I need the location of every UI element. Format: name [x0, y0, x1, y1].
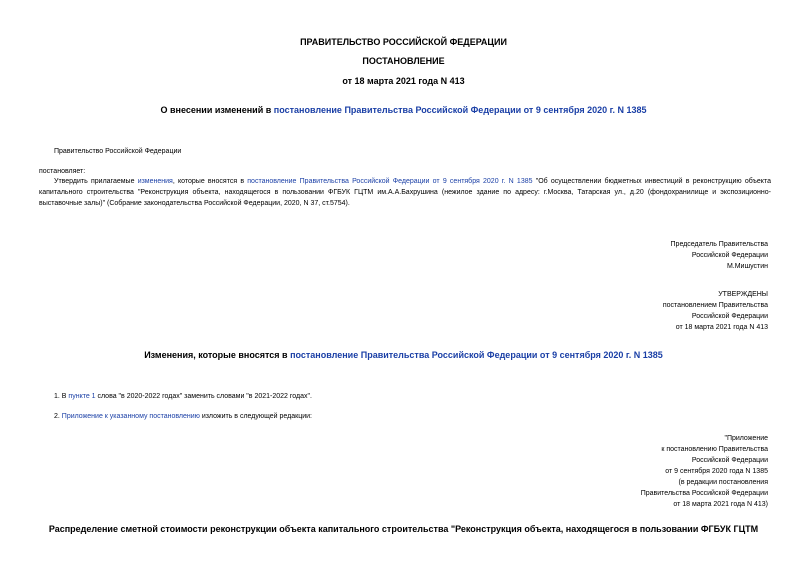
appendix-line-2: к постановлению Правительства: [661, 446, 768, 453]
item1-text-a: 1. В: [54, 393, 69, 400]
item1-clause-link[interactable]: пункте 1: [68, 393, 96, 400]
change-item-2: [54, 411, 312, 422]
para1-text-b: , которые вносятся в: [172, 178, 248, 185]
item2-number: 2.: [54, 413, 62, 420]
approved-line-4: от 18 марта 2021 года N 413: [675, 324, 768, 331]
appendix-block: [641, 433, 768, 510]
appendix-line-5: (в редакции постановления: [678, 479, 768, 486]
appendix-line-3: Российской Федерации: [691, 457, 768, 464]
changes-title-link[interactable]: постановление Правительства Российской Федерации от 9 сентября 2020 г. N 1385: [290, 350, 663, 360]
doc-date-number: от 18 марта 2021 года N 413: [342, 76, 465, 86]
para1-text-c: "Об осуществлении бюджетных инвестиций в реконструкцию объекта капитального строительства "Реконструкция объекта, находящегося в пользовании ФГБУК ГЦТМ им.А.А.Бахрушина (нежилое здание по адресу: г.Москва, Татарская ул., д.20 (фондохранилище и экспозиционно-выставочные залы)" (Собрание законодательства Российской Федерации, 2020, N 37, ст.5754).: [39, 178, 771, 207]
doc-type-heading: ПОСТАНОВЛЕНИЕ: [362, 56, 445, 66]
change-item-1: [54, 391, 312, 402]
government-heading: ПРАВИТЕЛЬСТВО РОССИЙСКОЙ ФЕДЕРАЦИИ: [300, 37, 507, 47]
resolution-1385-link[interactable]: постановление Правительства Российской Федерации от 9 сентября 2020 г. N 1385: [247, 178, 533, 185]
approved-line-3: Российской Федерации: [691, 313, 768, 320]
appendix-line-4: от 9 сентября 2020 года N 1385: [665, 468, 768, 475]
signature-block: [671, 239, 768, 272]
item1-text-b: слова "в 2020-2022 годах" заменить словами "в 2021-2022 годах".: [95, 393, 312, 400]
appendix-line-7: от 18 марта 2021 года N 413): [673, 501, 768, 508]
approved-block: [663, 289, 768, 333]
changes-title-prefix: Изменения, которые вносятся в: [144, 350, 291, 360]
signature-line-2: Российской Федерации: [691, 252, 768, 259]
appendix-line-1: "Приложение: [724, 435, 768, 442]
approved-line-2: постановлением Правительства: [662, 302, 768, 309]
signature-line-3: М.Мишустин: [726, 263, 768, 270]
doc-title: [0, 105, 807, 115]
resolves-text: постановляет:: [39, 168, 86, 175]
issuer-text: Правительство Российской Федерации: [54, 148, 182, 155]
resolution-paragraph: [39, 176, 771, 209]
doc-title-prefix: О внесении изменений в: [160, 105, 274, 115]
appendix-line-6: Правительства Российской Федерации: [640, 490, 768, 497]
distribution-heading: Распределение сметной стоимости реконструкции объекта капитального строительства "Реконструкция объекта, находящегося в пользовании ФГБУК ГЦТМ: [48, 524, 759, 534]
item2-text-b: изложить в следующей редакции:: [199, 413, 312, 420]
signature-line-1: Председатель Правительства: [670, 241, 768, 248]
appendix-link[interactable]: Приложение к указанному постановлению: [61, 413, 200, 420]
changes-link[interactable]: изменения: [137, 178, 173, 185]
para1-text-a: Утвердить прилагаемые: [54, 178, 138, 185]
doc-title-link[interactable]: постановление Правительства Российской Федерации от 9 сентября 2020 г. N 1385: [273, 105, 647, 115]
approved-line-1: УТВЕРЖДЕНЫ: [718, 291, 768, 298]
changes-title: [0, 350, 807, 360]
